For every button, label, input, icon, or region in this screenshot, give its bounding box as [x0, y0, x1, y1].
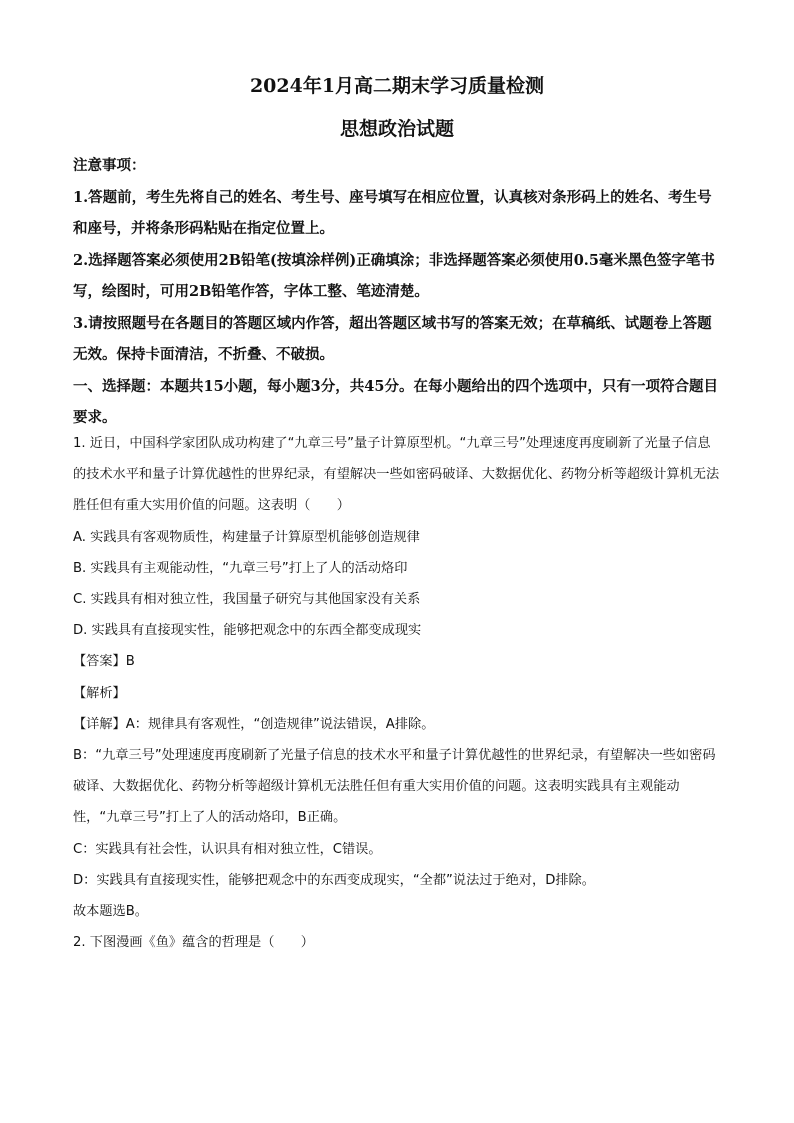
section-heading: 一、选择题：本题共15小题，每小题3分，共45分。在每小题给出的四个选项中，只有一项符合题目要求。: [73, 377, 718, 426]
question-2-stem: 2. 下图漫画《鱼》蕴含的哲理是（ ）: [73, 935, 314, 951]
page-title: 2024年1月高二期末学习质量检测: [249, 75, 545, 97]
notes-item-1: 1.答题前，考生先将自己的姓名、考生号、座号填写在相应位置，认真核对条形码上的姓名、考生号和座号，并将条形码粘贴在指定位置上。: [73, 188, 712, 237]
question-1-detail-a: 【详解】A：规律具有客观性，“创造规律”说法错误，A排除。: [73, 716, 435, 732]
question-body: [73, 428, 723, 958]
notes-item-2: 2.选择题答案必须使用2B铅笔(按填涂样例)正确填涂；非选择题答案必须使用0.5毫米黑色签字笔书写，绘图时，可用2B铅笔作答，字体工整、笔迹清楚。: [73, 251, 715, 300]
question-1-option-d: D. 实践具有直接现实性，能够把观念中的东西全都变成现实: [73, 623, 422, 639]
notes-heading: 注意事项：: [73, 157, 146, 174]
question-1-stem: 1. 近日，中国科学家团队成功构建了“九章三号”量子计算原型机。“九章三号”处理速度再度刷新了光量子信息的技术水平和量子计算优越性的世界纪录，有望解决一些如密码破译、大数据优化、药物分析等超级计算机无法胜任但有重大实用价值的问题。这表明（ ）: [73, 436, 720, 514]
question-1-analysis-label: 【解析】: [73, 685, 126, 701]
question-1-option-c: C. 实践具有相对独立性，我国量子研究与其他国家没有关系: [73, 592, 421, 608]
notes-item-3: 3.请按照题号在各题目的答题区域内作答，超出答题区域书写的答案无效；在草稿纸、试题卷上答题无效。保持卡面清洁，不折叠、不破损。: [73, 314, 712, 363]
question-1-option-b: B. 实践具有主观能动性，“九章三号”打上了人的活动烙印: [73, 560, 408, 576]
question-1-conclusion: 故本题选B。: [73, 904, 148, 920]
question-1-option-a: A. 实践具有客观物质性，构建量子计算原型机能够创造规律: [73, 529, 420, 545]
exam-notes: [73, 150, 723, 434]
page-subtitle: 思想政治试题: [339, 118, 454, 140]
question-1-detail-d: D：实践具有直接现实性，能够把观念中的东西变成现实，“全都”说法过于绝对，D排除。: [73, 872, 595, 888]
question-1-detail-b: B：“九章三号”处理速度再度刷新了光量子信息的技术水平和量子计算优越性的世界纪录，有望解决一些如密码破译、大数据优化、药物分析等超级计算机无法胜任但有重大实用价值的问题。这表明实践具有主观能动性，“九章三号”打上了人的活动烙印，B正确。: [73, 748, 716, 826]
question-1-answer: 【答案】B: [73, 654, 135, 670]
question-1-detail-c: C：实践具有社会性，认识具有相对独立性，C错误。: [73, 841, 382, 857]
